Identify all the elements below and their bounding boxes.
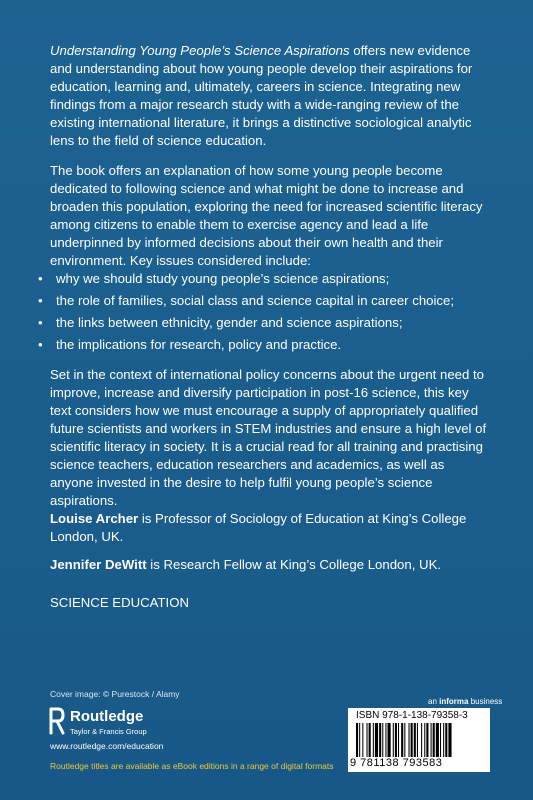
author-bio-archer [50, 510, 490, 546]
publisher-website: www.routledge.com/education [50, 741, 164, 751]
bullet-icon: • [38, 315, 43, 330]
author-name: Louise Archer [50, 511, 139, 526]
isbn-number: ISBN 978-1-138-79358-3 [356, 710, 468, 721]
list-item: • the links between ethnicity, gender and science aspirations; [38, 315, 403, 330]
list-item: • why we should study young people’s science aspirations; [38, 271, 390, 286]
publisher-logo [48, 707, 168, 739]
author-bio-text: is Research Fellow at King’s College London, UK. [146, 557, 442, 572]
bullet-icon: • [38, 337, 43, 352]
author-bio-dewitt [50, 556, 490, 574]
book-title: Understanding Young People’s Science Aspirations [50, 43, 350, 58]
barcode-icon [356, 723, 482, 757]
bullet-icon: • [38, 293, 43, 308]
cover-image-credit: Cover image: © Purestock / Alamy [50, 689, 180, 699]
publisher-group: Taylor & Francis Group [70, 727, 147, 736]
informa-business-label: an informa business [428, 697, 503, 706]
publisher-name: Routledge [70, 708, 144, 725]
ebook-note: Routledge titles are available as eBook editions in a range of digital formats [50, 761, 334, 771]
list-item: • the role of families, social class and science capital in career choice; [38, 293, 455, 308]
blurb-context: Set in the context of international policy concerns about the urgent need to improve, increase and diversify participation in post-16 science, this key text considers how we must encourage a supply of appropriately qualified future scientists and workers in STEM industries and ensure a high level of scientific literacy in society. It is a crucial read for all training and practising science teachers, education researchers and academics, as well as anyone invested in the desire to help fulfil young people’s science aspirations. [50, 367, 487, 508]
author-name: Jennifer DeWitt [50, 557, 147, 572]
routledge-logo-icon [48, 707, 66, 735]
key-issues-list [36, 270, 496, 358]
subject-category: SCIENCE EDUCATION [50, 595, 189, 610]
isbn-barcode [348, 708, 490, 772]
blurb-intro [50, 42, 490, 150]
bullet-icon: • [38, 271, 43, 286]
barcode-digits: 9 781138 793583 [350, 757, 443, 769]
blurb-explanation: The book offers an explanation of how some young people become dedicated to following science and what might be done to increase and broaden this population, exploring the need for increased scientific literacy among citizens to enable them to exercise agency and lead a life underpinned by informed decisions about their own health and their environment. Key issues considered include: [50, 163, 483, 268]
blurb-intro-text: offers new evidence and understanding about how young people develop their aspirations for education, learning and, ultimately, careers in science. Integrating new findings from a major research study with a wide-ranging review of the existing international literature, it brings a distinctive sociological analytic lens to the field of science education. [50, 43, 473, 148]
author-bio-text: is Professor of Sociology of Education at King’s College London, UK. [50, 511, 467, 544]
list-item: • the implications for research, policy and practice. [38, 337, 342, 352]
